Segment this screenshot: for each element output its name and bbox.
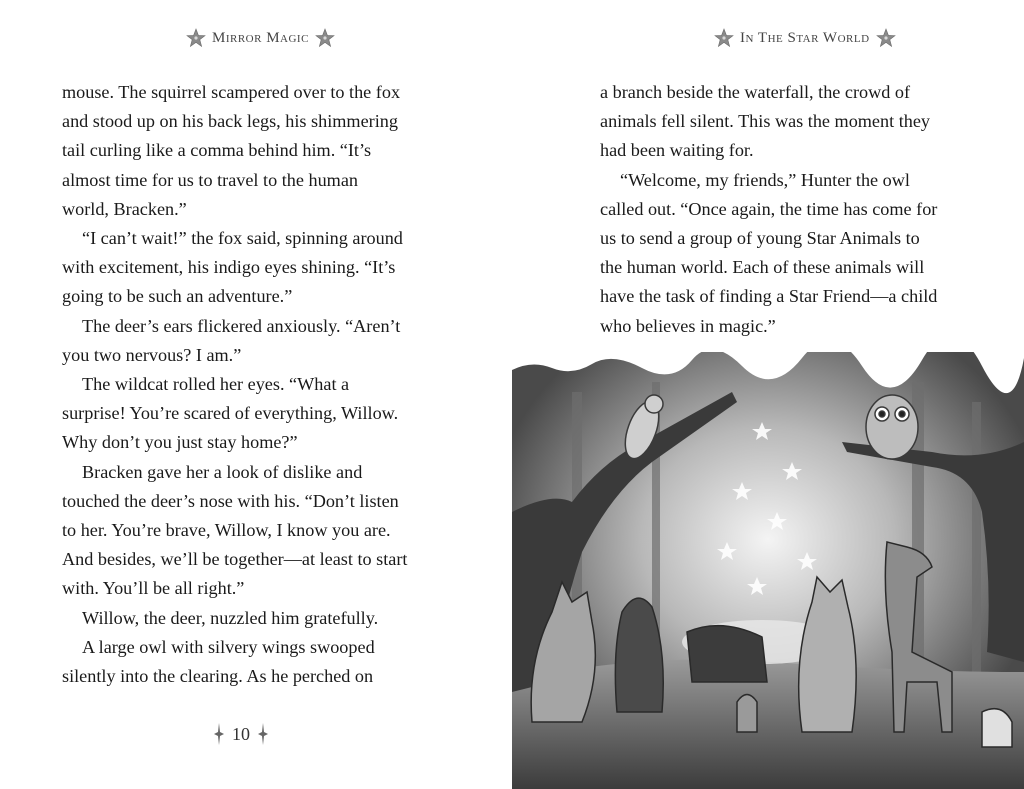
- text-line: Bracken gave her a look of dislike and: [82, 461, 363, 482]
- right-page: [512, 0, 1024, 789]
- header-title: In The Star World: [740, 29, 870, 46]
- running-header-right: [714, 28, 896, 48]
- star-ornament-icon: [876, 28, 896, 48]
- owl-figure: [866, 395, 918, 459]
- text-line: you two nervous? I am.”: [62, 344, 242, 365]
- text-line: The deer’s ears flickered anxiously. “Aren’t: [82, 315, 401, 336]
- text-line: touched the deer’s nose with his. “Don’t listen: [62, 490, 399, 511]
- mouse-figure: [982, 709, 1012, 747]
- body-text-left: [62, 78, 442, 691]
- badger-figure: [687, 626, 767, 682]
- body-text-right: [600, 78, 990, 341]
- text-line: who believes in magic.”: [600, 315, 776, 336]
- star-ornament-icon: [315, 28, 335, 48]
- sparkle-ornament-icon: [214, 723, 224, 745]
- text-line: a branch beside the waterfall, the crowd of: [600, 82, 911, 102]
- squirrel-figure: [737, 695, 757, 733]
- text-line: world, Bracken.”: [62, 198, 187, 219]
- star-ornament-icon: [186, 28, 206, 48]
- text-line: tail curling like a comma behind him. “It’s: [62, 140, 372, 161]
- text-line: with excitement, his indigo eyes shining. “It’s: [62, 257, 396, 278]
- page-number-value: 10: [232, 723, 250, 744]
- text-line: the human world. Each of these animals will: [600, 257, 925, 278]
- text-line: Why don’t you just stay home?”: [62, 432, 298, 453]
- text-line: mouse. The squirrel scampered over to the fox: [62, 82, 401, 102]
- running-header-left: [186, 28, 335, 48]
- text-line: called out. “Once again, the time has come for: [600, 198, 938, 219]
- text-line: had been waiting for.: [600, 140, 754, 161]
- text-line: A large owl with silvery wings swooped: [82, 636, 375, 657]
- page-number: [214, 723, 268, 745]
- text-line: going to be such an adventure.”: [62, 286, 293, 307]
- text-line: and stood up on his back legs, his shimmering: [62, 111, 398, 132]
- text-line: almost time for us to travel to the human: [62, 169, 358, 190]
- text-line: animals fell silent. This was the moment they: [600, 111, 931, 132]
- star-ornament-icon: [714, 28, 734, 48]
- text-line: with. You’ll be all right.”: [62, 578, 245, 599]
- forest-illustration: [512, 352, 1024, 789]
- text-line: “I can’t wait!” the fox said, spinning around: [82, 228, 403, 249]
- text-line: have the task of finding a Star Friend—a child: [600, 286, 938, 307]
- text-line: to her. You’re brave, Willow, I know you are.: [62, 520, 391, 541]
- text-line: silently into the clearing. As he perched on: [62, 666, 374, 687]
- text-line: The wildcat rolled her eyes. “What a: [82, 374, 350, 395]
- header-title: Mirror Magic: [212, 29, 309, 46]
- text-line: surprise! You’re scared of everything, Willow.: [62, 403, 399, 424]
- text-line: us to send a group of young Star Animals to: [600, 228, 920, 249]
- sparkle-ornament-icon: [258, 723, 268, 745]
- text-line: And besides, we’ll be together—at least to start: [62, 549, 408, 570]
- text-line: Willow, the deer, nuzzled him gratefully.: [82, 607, 379, 628]
- text-line: “Welcome, my friends,” Hunter the owl: [620, 169, 910, 190]
